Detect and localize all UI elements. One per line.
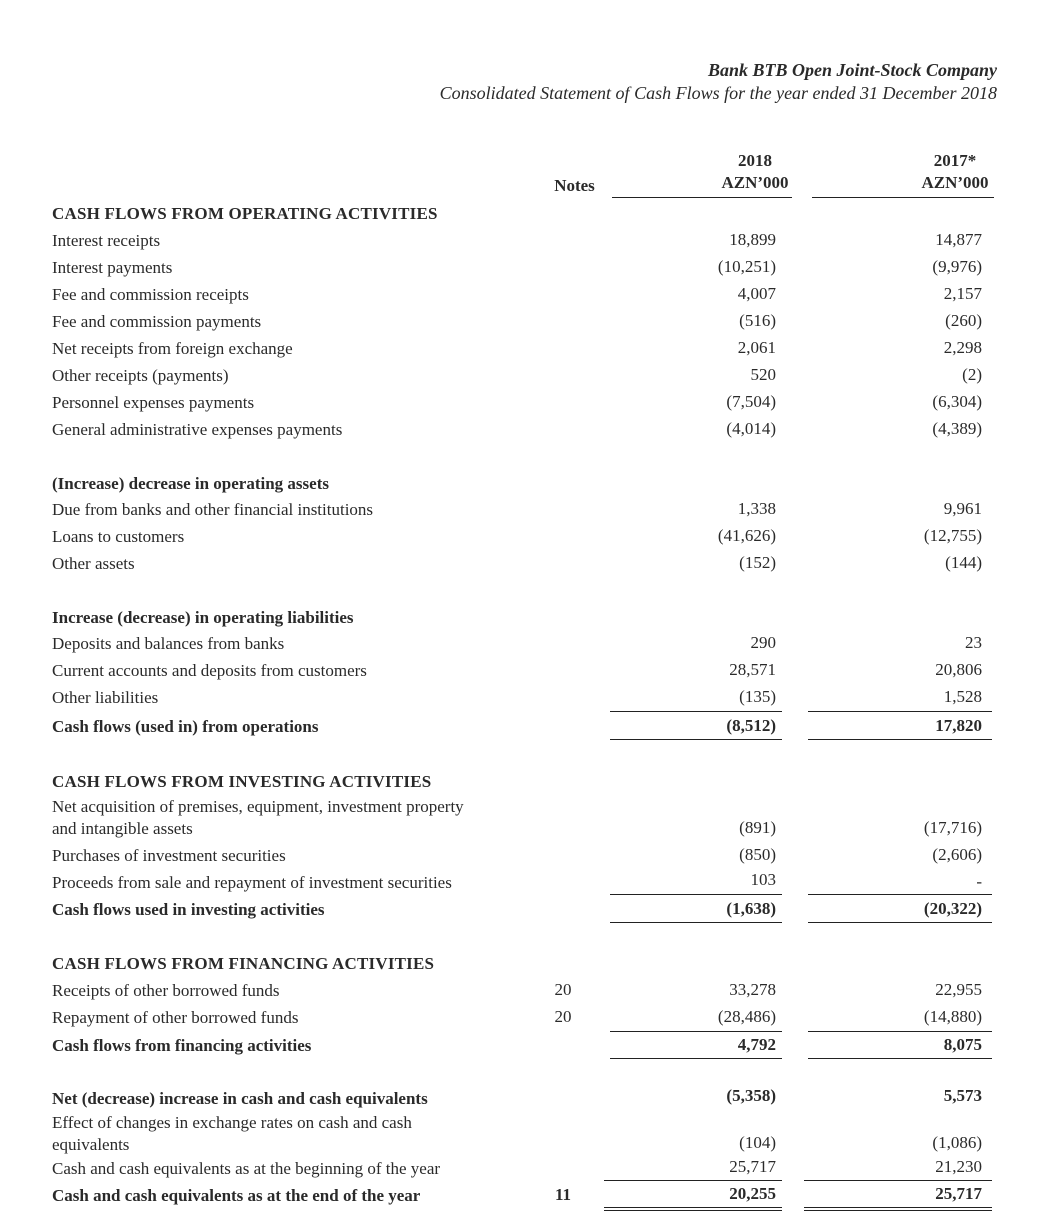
- net-change-2017: 5,573: [943, 1086, 982, 1105]
- fin-row-2018: (28,486): [717, 1007, 776, 1026]
- year-2018-label: 2018: [738, 151, 772, 170]
- year-2017-unit: AZN’000: [921, 173, 989, 192]
- fin-row-2017: 22,955: [935, 980, 982, 999]
- op-row-2018: (7,504): [726, 392, 776, 411]
- financing-total-2018: 4,792: [737, 1035, 776, 1054]
- subtotal-rule-2018: [610, 894, 782, 895]
- op-row-label: Other receipts (payments): [52, 366, 229, 385]
- op-liability-row-2018: (135): [739, 687, 776, 706]
- operations-total-2018: (8,512): [726, 716, 776, 735]
- op-asset-row-2018: (41,626): [717, 526, 776, 545]
- total-rule-2018: [610, 739, 782, 740]
- op-liability-row-2017: 1,528: [943, 687, 982, 706]
- year-2018-unit: AZN’000: [721, 173, 789, 192]
- subtotal-rule-2018: [604, 1180, 782, 1181]
- cash-end-label: Cash and cash equivalents as at the end of the year: [52, 1186, 421, 1205]
- op-asset-row-2018: (152): [739, 553, 776, 572]
- fx-effect-label-line2: equivalents: [52, 1135, 130, 1154]
- total-rule-2017: [808, 922, 992, 923]
- op-assets-heading: (Increase) decrease in operating assets: [52, 474, 329, 493]
- total-rule-2017: [808, 739, 992, 740]
- op-liability-row-label: Current accounts and deposits from customers: [52, 661, 367, 680]
- fx-effect-2017: (1,086): [932, 1133, 982, 1152]
- op-asset-row-2017: 9,961: [943, 499, 982, 518]
- op-row-label: Net receipts from foreign exchange: [52, 339, 293, 358]
- op-row-2017: (2): [962, 365, 982, 384]
- subtotal-rule-2017: [804, 1180, 992, 1181]
- op-asset-row-2017: (144): [945, 553, 982, 572]
- op-row-2017: (9,976): [932, 257, 982, 276]
- op-row-2017: 14,877: [935, 230, 982, 249]
- cash-end-note: 11: [554, 1185, 572, 1204]
- net-change-2018: (5,358): [726, 1086, 776, 1105]
- op-row-label: Interest receipts: [52, 231, 161, 250]
- inv-row-2017: -: [976, 872, 982, 891]
- operations-total-label: Cash flows (used in) from operations: [52, 717, 319, 736]
- op-asset-row-2018: 1,338: [737, 499, 776, 518]
- statement-title: Consolidated Statement of Cash Flows for the year ended 31 December 2018: [439, 83, 997, 103]
- subtotal-rule-2017: [808, 894, 992, 895]
- total-rule-2018: [610, 922, 782, 923]
- total-rule-2018: [610, 1058, 782, 1059]
- header-rule-2017: [812, 197, 994, 198]
- subtotal-rule-2018: [610, 1031, 782, 1032]
- subtotal-rule-2018: [610, 711, 782, 712]
- op-row-2018: 520: [750, 365, 776, 384]
- op-row-label: Personnel expenses payments: [52, 393, 255, 412]
- company-name: Bank BTB Open Joint-Stock Company: [707, 60, 997, 80]
- op-asset-row-2017: (12,755): [923, 526, 982, 545]
- op-asset-row-label: Due from banks and other financial institutions: [52, 500, 374, 519]
- op-row-2018: (4,014): [726, 419, 776, 438]
- fin-row-label: Repayment of other borrowed funds: [52, 1008, 299, 1027]
- inv-row-label-line2: and intangible assets: [52, 819, 193, 838]
- op-liability-row-2017: 23: [965, 633, 982, 652]
- subtotal-rule-2017: [808, 711, 992, 712]
- op-row-label: General administrative expenses payments: [52, 420, 343, 439]
- fin-row-2017: (14,880): [923, 1007, 982, 1026]
- op-row-2018: (516): [739, 311, 776, 330]
- op-row-2017: (260): [945, 311, 982, 330]
- net-change-label: Net (decrease) increase in cash and cash equivalents: [52, 1089, 428, 1108]
- inv-row-2017: (17,716): [923, 818, 982, 837]
- double-rule-2017: [804, 1210, 992, 1211]
- op-row-2017: (4,389): [932, 419, 982, 438]
- fx-effect-label-line1: Effect of changes in exchange rates on cash and cash: [52, 1113, 412, 1132]
- total-rule-2017: [808, 1058, 992, 1059]
- op-row-2018: (10,251): [717, 257, 776, 276]
- inv-row-label: Proceeds from sale and repayment of investment securities: [52, 873, 452, 892]
- year-2017-column-header: [880, 150, 1030, 194]
- op-row-label: Interest payments: [52, 258, 173, 277]
- double-rule-2017: [804, 1207, 992, 1208]
- op-row-2017: 2,157: [943, 284, 982, 303]
- fin-row-note: 20: [554, 1007, 572, 1026]
- inv-row-2018: (891): [739, 818, 776, 837]
- inv-row-label: Purchases of investment securities: [52, 846, 286, 865]
- op-row-2018: 2,061: [737, 338, 776, 357]
- header-rule-2018: [612, 197, 792, 198]
- fx-effect-2018: (104): [739, 1133, 776, 1152]
- cash-begin-2017: 21,230: [935, 1157, 982, 1176]
- investing-heading: CASH FLOWS FROM INVESTING ACTIVITIES: [52, 772, 432, 791]
- financing-total-2017: 8,075: [943, 1035, 982, 1054]
- cash-end-2017: 25,717: [935, 1184, 982, 1203]
- operating-heading: CASH FLOWS FROM OPERATING ACTIVITIES: [52, 204, 438, 223]
- op-row-2017: (6,304): [932, 392, 982, 411]
- subtotal-rule-2017: [808, 1031, 992, 1032]
- fin-row-2018: 33,278: [729, 980, 776, 999]
- op-liability-row-label: Deposits and balances from banks: [52, 634, 285, 653]
- op-row-2018: 4,007: [737, 284, 776, 303]
- financing-total-label: Cash flows from financing activities: [52, 1036, 312, 1055]
- double-rule-2018: [604, 1207, 782, 1208]
- cash-end-2018: 20,255: [729, 1184, 776, 1203]
- op-asset-row-label: Other assets: [52, 554, 135, 573]
- investing-total-2017: (20,322): [923, 899, 982, 918]
- double-rule-2018: [604, 1210, 782, 1211]
- fin-row-note: 20: [554, 980, 572, 999]
- investing-total-label: Cash flows used in investing activities: [52, 900, 325, 919]
- year-2017-label: 2017*: [933, 151, 977, 170]
- operations-total-2017: 17,820: [935, 716, 982, 735]
- op-liability-row-2018: 28,571: [729, 660, 776, 679]
- op-asset-row-label: Loans to customers: [52, 527, 185, 546]
- op-row-label: Fee and commission payments: [52, 312, 262, 331]
- cash-begin-label: Cash and cash equivalents as at the beginning of the year: [52, 1159, 441, 1178]
- cash-begin-2018: 25,717: [729, 1157, 776, 1176]
- inv-row-2018: 103: [750, 870, 776, 889]
- op-liability-row-label: Other liabilities: [52, 688, 159, 707]
- financing-heading: CASH FLOWS FROM FINANCING ACTIVITIES: [52, 954, 435, 973]
- inv-row-2018: (850): [739, 845, 776, 864]
- op-liability-row-2018: 290: [750, 633, 776, 652]
- op-row-2018: 18,899: [729, 230, 776, 249]
- fin-row-label: Receipts of other borrowed funds: [52, 981, 280, 1000]
- op-liabilities-heading: Increase (decrease) in operating liabilities: [52, 608, 354, 627]
- year-2018-column-header: [680, 150, 830, 194]
- op-row-2017: 2,298: [943, 338, 982, 357]
- investing-total-2018: (1,638): [726, 899, 776, 918]
- op-liability-row-2017: 20,806: [935, 660, 982, 679]
- inv-row-2017: (2,606): [932, 845, 982, 864]
- op-row-label: Fee and commission receipts: [52, 285, 249, 304]
- inv-row-label-line1: Net acquisition of premises, equipment, investment property: [52, 797, 464, 816]
- notes-column-header: Notes: [554, 176, 595, 195]
